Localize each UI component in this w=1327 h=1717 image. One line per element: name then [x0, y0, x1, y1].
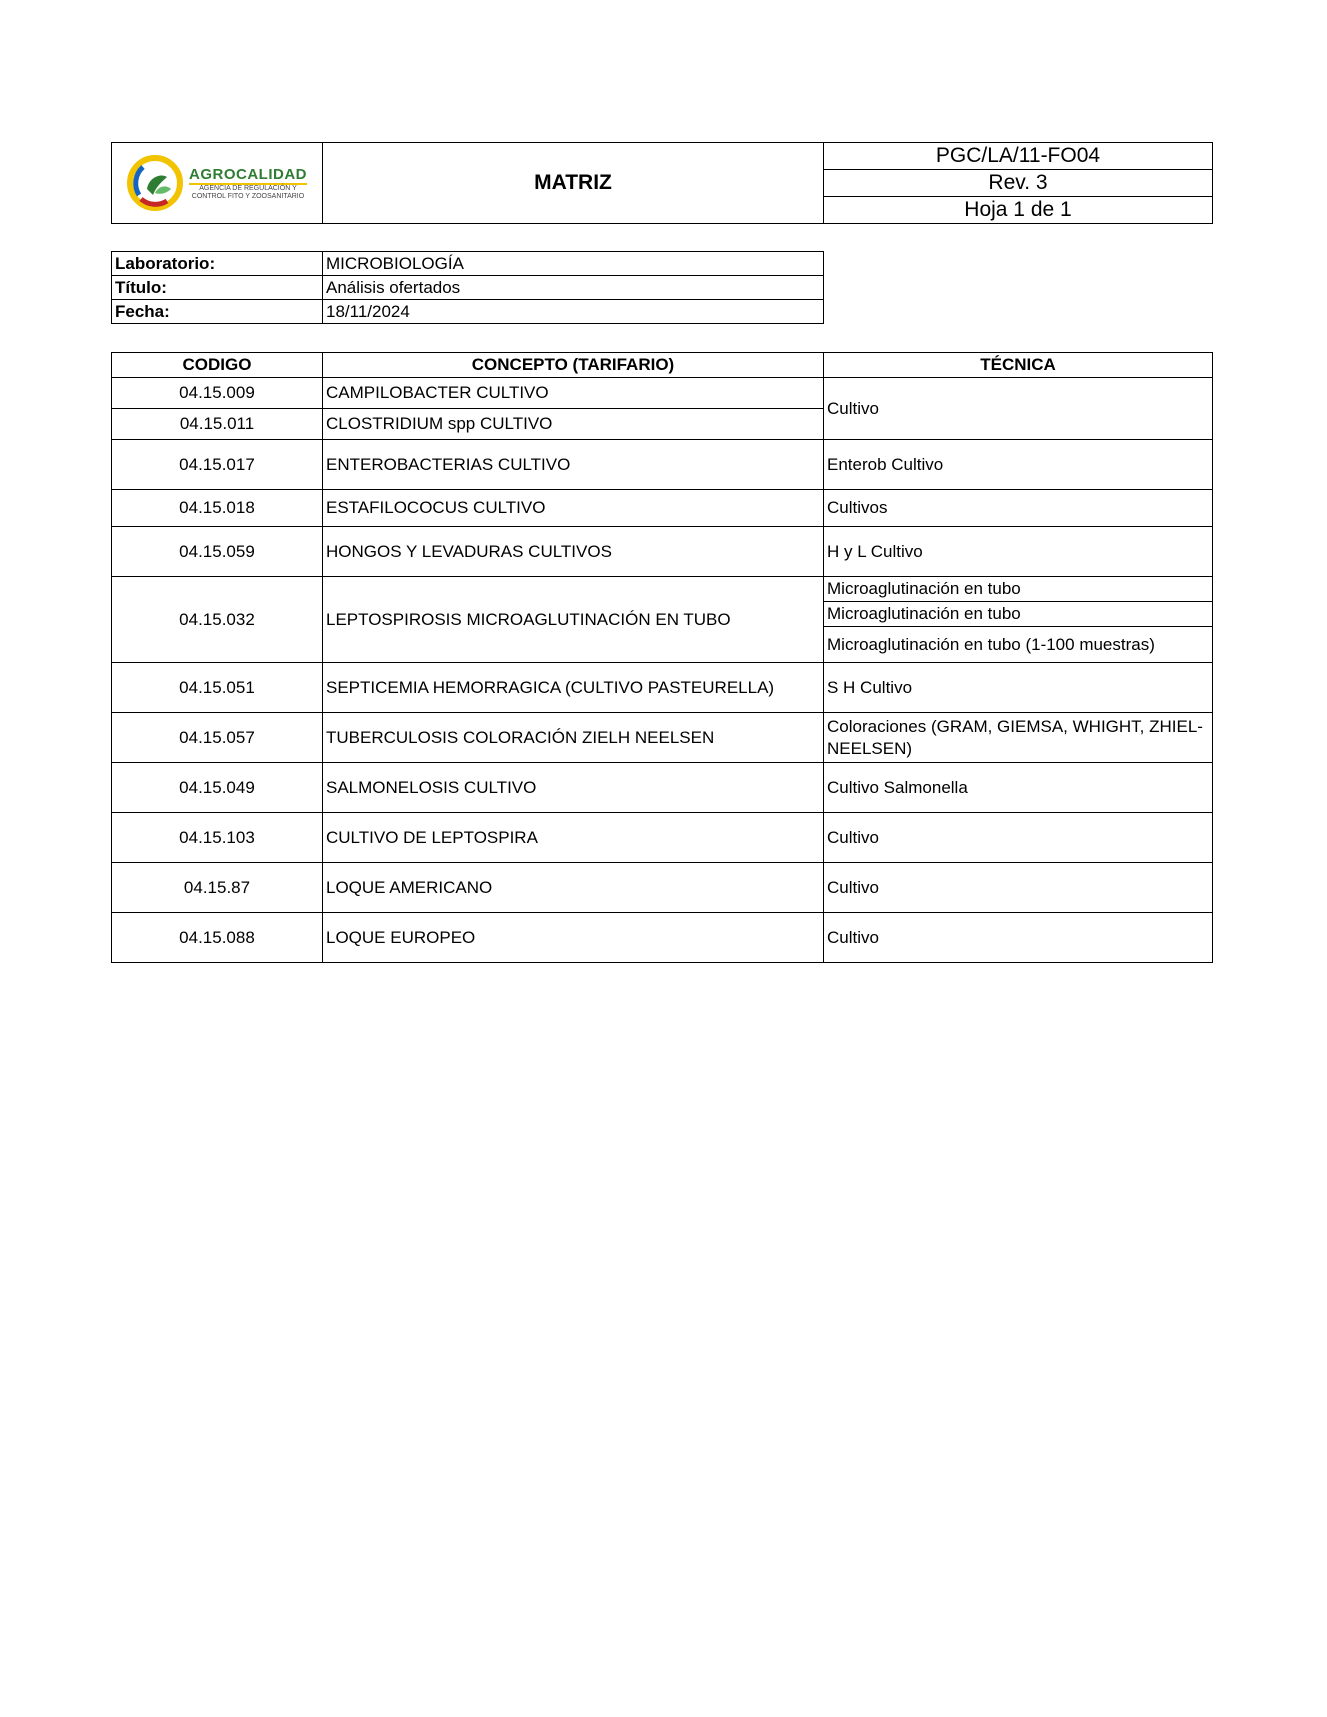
table-row: [112, 378, 1213, 409]
row-concept: ESTAFILOCOCUS CULTIVO: [323, 490, 824, 527]
row-concept: HONGOS Y LEVADURAS CULTIVOS: [323, 527, 824, 577]
row-concept: CLOSTRIDIUM spp CULTIVO: [323, 409, 824, 440]
table-header-row: [112, 353, 1213, 378]
row-code: 04.15.059: [112, 527, 323, 577]
table-row: [112, 763, 1213, 813]
row-technique: Microaglutinación en tubo: [824, 577, 1213, 602]
row-technique: Coloraciones (GRAM, GIEMSA, WHIGHT, ZHIEL-NEELSEN): [824, 713, 1213, 763]
titulo-label: Título:: [112, 276, 323, 300]
document-page: Hoja 1 de 1: [824, 197, 1213, 224]
titulo-value: Análisis ofertados: [323, 276, 824, 300]
info-row-laboratorio: [112, 252, 824, 276]
row-concept: LEPTOSPIROSIS MICROAGLUTINACIÓN EN TUBO: [323, 577, 824, 663]
document-header: [111, 142, 1213, 224]
column-header-tecnica: TÉCNICA: [824, 353, 1213, 378]
table-row: [112, 813, 1213, 863]
logo-cell: [112, 143, 323, 224]
document-code: PGC/LA/11-FO04: [824, 143, 1213, 170]
analysis-table: [111, 352, 1213, 963]
row-concept: SEPTICEMIA HEMORRAGICA (CULTIVO PASTEURELLA): [323, 663, 824, 713]
logo-subtitle-line1: AGENCIA DE REGULACIÓN Y: [199, 184, 297, 192]
info-row-fecha: [112, 300, 824, 324]
info-table: [111, 251, 824, 324]
row-technique: Cultivo Salmonella: [824, 763, 1213, 813]
row-technique: Cultivo: [824, 813, 1213, 863]
row-concept: TUBERCULOSIS COLORACIÓN ZIELH NEELSEN: [323, 713, 824, 763]
table-row: [112, 440, 1213, 490]
row-technique: Microaglutinación en tubo (1-100 muestras): [824, 627, 1213, 663]
fecha-value: 18/11/2024: [323, 300, 824, 324]
row-concept: CAMPILOBACTER CULTIVO: [323, 378, 824, 409]
row-code: 04.15.103: [112, 813, 323, 863]
agrocalidad-logo: [112, 144, 322, 222]
row-code: 04.15.018: [112, 490, 323, 527]
row-code: 04.15.049: [112, 763, 323, 813]
fecha-label: Fecha:: [112, 300, 323, 324]
document-revision: Rev. 3: [824, 170, 1213, 197]
table-row: [112, 863, 1213, 913]
laboratorio-label: Laboratorio:: [112, 252, 323, 276]
table-row: [112, 577, 1213, 602]
row-technique: H y L Cultivo: [824, 527, 1213, 577]
column-header-concepto: CONCEPTO (TARIFARIO): [323, 353, 824, 378]
row-technique: Enterob Cultivo: [824, 440, 1213, 490]
row-technique: Cultivo: [824, 378, 1213, 440]
row-code: 04.15.011: [112, 409, 323, 440]
row-technique: Cultivo: [824, 863, 1213, 913]
row-code: 04.15.051: [112, 663, 323, 713]
row-code: 04.15.032: [112, 577, 323, 663]
document-title: MATRIZ: [323, 143, 824, 224]
row-code: 04.15.057: [112, 713, 323, 763]
row-concept: LOQUE EUROPEO: [323, 913, 824, 963]
row-code: 04.15.017: [112, 440, 323, 490]
table-row: [112, 663, 1213, 713]
column-header-codigo: CODIGO: [112, 353, 323, 378]
table-row: [112, 527, 1213, 577]
row-code: 04.15.009: [112, 378, 323, 409]
logo-brand-text: AGROCALIDAD: [189, 165, 307, 183]
table-row: [112, 713, 1213, 763]
row-concept: ENTEROBACTERIAS CULTIVO: [323, 440, 824, 490]
table-row: [112, 913, 1213, 963]
laboratorio-value: MICROBIOLOGÍA: [323, 252, 824, 276]
info-row-titulo: [112, 276, 824, 300]
row-code: 04.15.87: [112, 863, 323, 913]
row-technique: S H Cultivo: [824, 663, 1213, 713]
agrocalidad-logo-icon: [127, 155, 183, 211]
row-concept: LOQUE AMERICANO: [323, 863, 824, 913]
logo-subtitle-line2: CONTROL FITO Y ZOOSANITARIO: [191, 192, 305, 200]
row-technique: Cultivo: [824, 913, 1213, 963]
table-row: [112, 490, 1213, 527]
row-concept: SALMONELOSIS CULTIVO: [323, 763, 824, 813]
row-concept: CULTIVO DE LEPTOSPIRA: [323, 813, 824, 863]
row-technique: Microaglutinación en tubo: [824, 602, 1213, 627]
row-technique: Cultivos: [824, 490, 1213, 527]
row-code: 04.15.088: [112, 913, 323, 963]
